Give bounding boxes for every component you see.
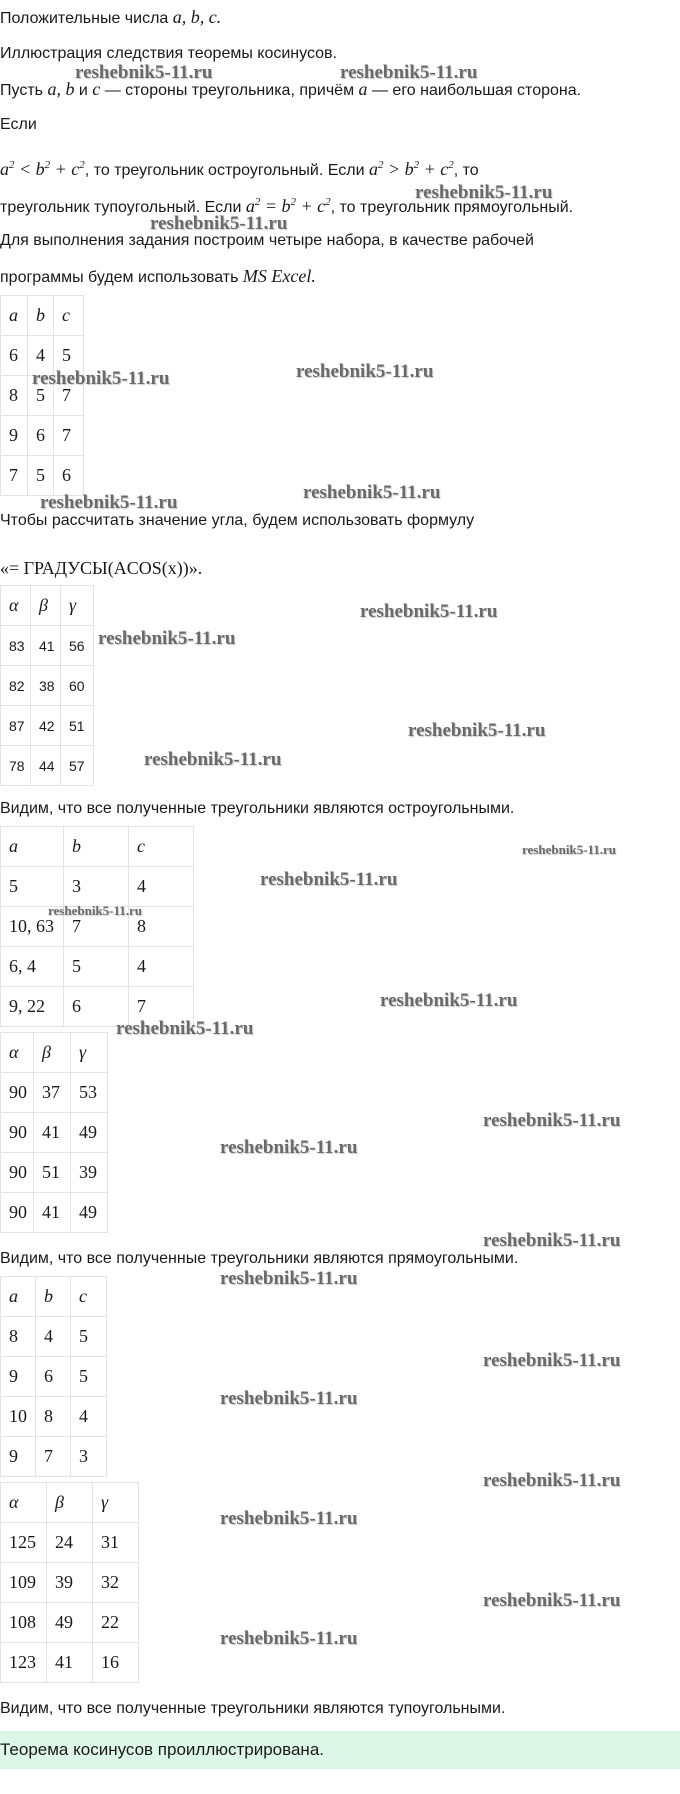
column-header: β	[31, 586, 61, 626]
table-cell: 90	[1, 1113, 34, 1153]
right-condition: $a^2 = b^2 + c^2$	[245, 196, 331, 216]
intro-line-5: $a^2 < b^2 + c^2$, то треугольник остроугольный. Если $a^2 > b^2 + c^2$, то	[0, 159, 479, 179]
column-header: b	[64, 827, 129, 867]
table-cell: 22	[93, 1603, 139, 1643]
table-row	[1, 706, 94, 746]
angles-table-3	[0, 1482, 139, 1683]
table-row	[1, 1523, 139, 1563]
table-header-row	[1, 1033, 108, 1073]
table-row	[1, 416, 84, 456]
intro-line-4: Если	[0, 116, 37, 133]
table-cell: 87	[1, 706, 31, 746]
table-header-row	[1, 827, 194, 867]
watermark: reshebnik5-11.ru	[150, 213, 288, 234]
column-header: c	[129, 827, 194, 867]
final-statement: Теорема косинусов проиллюстрирована.	[0, 1731, 680, 1769]
conclusion-obtuse: Видим, что все полученные треугольники являются тупоугольными.	[0, 1700, 506, 1717]
table-cell: 42	[31, 706, 61, 746]
table-cell: 8	[1, 1317, 36, 1357]
table-cell: 24	[47, 1523, 93, 1563]
table-cell: 49	[71, 1113, 108, 1153]
table-cell: 32	[93, 1563, 139, 1603]
table-cell: 41	[34, 1113, 71, 1153]
table-row	[1, 1603, 139, 1643]
table-cell: 5	[1, 867, 64, 907]
formula-intro: Чтобы рассчитать значение угла, будем использовать формулу	[0, 512, 475, 529]
column-header: c	[54, 296, 84, 336]
watermark: reshebnik5-11.ru	[144, 749, 282, 770]
table-row	[1, 1317, 107, 1357]
column-header: α	[1, 586, 31, 626]
table-cell: 16	[93, 1643, 139, 1683]
table-cell: 6	[54, 456, 84, 496]
table-cell: 108	[1, 1603, 47, 1643]
watermark: reshebnik5-11.ru	[220, 1508, 358, 1529]
table-cell: 7	[54, 376, 84, 416]
watermark: reshebnik5-11.ru	[340, 62, 478, 83]
table-header-row	[1, 296, 84, 336]
conclusion-acute: Видим, что все полученные треугольники являются остроугольными.	[0, 800, 515, 817]
column-header: β	[34, 1033, 71, 1073]
watermark: reshebnik5-11.ru	[522, 842, 617, 857]
table-cell: 123	[1, 1643, 47, 1683]
column-header: a	[1, 296, 28, 336]
intro-line-6: треугольник тупоугольный. Если $a^2 = b^2 + c^2$, то треугольник прямоугольный.	[0, 196, 574, 216]
table-cell: 8	[36, 1397, 71, 1437]
sides-table-2	[0, 826, 194, 1027]
table-cell: 125	[1, 1523, 47, 1563]
intro-line-3: Пусть a, b и c — стороны треугольника, причём a — его наибольшая сторона.	[0, 79, 582, 99]
table-cell: 39	[47, 1563, 93, 1603]
table-cell: 8	[129, 907, 194, 947]
column-header: a	[1, 827, 64, 867]
table-cell: 9, 22	[1, 987, 64, 1027]
table-row	[1, 666, 94, 706]
column-header: α	[1, 1483, 47, 1523]
watermark: reshebnik5-11.ru	[40, 492, 178, 513]
table-cell: 6	[36, 1357, 71, 1397]
table-cell: 49	[71, 1193, 108, 1233]
column-header: β	[47, 1483, 93, 1523]
table-cell: 44	[31, 746, 61, 786]
table-row	[1, 456, 84, 496]
table-cell: 7	[64, 907, 129, 947]
table-row	[1, 867, 194, 907]
table-cell: 4	[71, 1397, 107, 1437]
watermark: reshebnik5-11.ru	[483, 1590, 621, 1611]
table-row	[1, 1397, 107, 1437]
column-header: c	[71, 1277, 107, 1317]
watermark: reshebnik5-11.ru	[415, 182, 553, 203]
table-cell: 10	[1, 1397, 36, 1437]
table-row	[1, 1643, 139, 1683]
table-row	[1, 947, 194, 987]
table-row	[1, 746, 94, 786]
table-cell: 6	[1, 336, 28, 376]
table-cell: 6	[64, 987, 129, 1027]
table-cell: 53	[71, 1073, 108, 1113]
watermark: reshebnik5-11.ru	[483, 1350, 621, 1371]
table-cell: 41	[47, 1643, 93, 1683]
table-cell: 5	[71, 1357, 107, 1397]
conclusion-right: Видим, что все полученные треугольники являются прямоугольными.	[0, 1250, 519, 1267]
table-cell: 41	[34, 1193, 71, 1233]
table-row	[1, 626, 94, 666]
formula: «= ГРАДУСЫ(ACOS(x))».	[0, 558, 203, 578]
table-cell: 39	[71, 1153, 108, 1193]
table-cell: 51	[34, 1153, 71, 1193]
table-cell: 78	[1, 746, 31, 786]
table-cell: 9	[1, 416, 28, 456]
watermark: reshebnik5-11.ru	[296, 361, 434, 382]
table-cell: 8	[1, 376, 28, 416]
table-cell: 5	[54, 336, 84, 376]
table-cell: 109	[1, 1563, 47, 1603]
table-header-row	[1, 1483, 139, 1523]
table-cell: 56	[61, 626, 94, 666]
table-cell: 9	[1, 1357, 36, 1397]
watermark: reshebnik5-11.ru	[380, 990, 518, 1011]
sides-table-1	[0, 295, 84, 496]
table-cell: 37	[34, 1073, 71, 1113]
intro-line-1: Положительные числа a, b, c.	[0, 7, 222, 27]
table-cell: 5	[64, 947, 129, 987]
watermark: reshebnik5-11.ru	[408, 720, 546, 741]
column-header: γ	[61, 586, 94, 626]
table-row	[1, 1193, 108, 1233]
watermark: reshebnik5-11.ru	[260, 869, 398, 890]
watermark: reshebnik5-11.ru	[303, 482, 441, 503]
table-cell: 90	[1, 1193, 34, 1233]
table-cell: 51	[61, 706, 94, 746]
table-cell: 4	[36, 1317, 71, 1357]
table-cell: 3	[71, 1437, 107, 1477]
table-row	[1, 1153, 108, 1193]
watermark: reshebnik5-11.ru	[75, 62, 213, 83]
intro-line-7: Для выполнения задания построим четыре набора, в качестве рабочей	[0, 232, 534, 249]
table-cell: 7	[54, 416, 84, 456]
table-cell: 4	[129, 947, 194, 987]
column-header: b	[28, 296, 54, 336]
table-cell: 90	[1, 1153, 34, 1193]
table-cell: 7	[36, 1437, 71, 1477]
table-cell: 7	[1, 456, 28, 496]
table-header-row	[1, 1277, 107, 1317]
table-cell: 6	[28, 416, 54, 456]
watermark: reshebnik5-11.ru	[483, 1230, 621, 1251]
table-row	[1, 1113, 108, 1153]
table-cell: 5	[28, 456, 54, 496]
intro-line-8: программы будем использовать MS Excel.	[0, 266, 316, 286]
table-row	[1, 1073, 108, 1113]
table-cell: 38	[31, 666, 61, 706]
watermark: reshebnik5-11.ru	[220, 1137, 358, 1158]
table-cell: 90	[1, 1073, 34, 1113]
watermark: reshebnik5-11.ru	[483, 1110, 621, 1131]
watermark: reshebnik5-11.ru	[98, 628, 236, 649]
table-cell: 10, 63	[1, 907, 64, 947]
sides-table-3	[0, 1276, 107, 1477]
watermark: reshebnik5-11.ru	[483, 1470, 621, 1491]
intro-line-2: Иллюстрация следствия теоремы косинусов.	[0, 45, 337, 62]
column-header: γ	[71, 1033, 108, 1073]
table-row	[1, 1437, 107, 1477]
table-cell: 3	[64, 867, 129, 907]
table-cell: 5	[71, 1317, 107, 1357]
acute-condition: $a^2 < b^2 + c^2$	[0, 159, 85, 179]
table-cell: 49	[47, 1603, 93, 1643]
table-cell: 57	[61, 746, 94, 786]
watermark: reshebnik5-11.ru	[220, 1628, 358, 1649]
watermark: reshebnik5-11.ru	[48, 903, 143, 918]
table-cell: 31	[93, 1523, 139, 1563]
angles-table-1	[0, 585, 94, 786]
table-row	[1, 1563, 139, 1603]
table-cell: 6, 4	[1, 947, 64, 987]
table-cell: 9	[1, 1437, 36, 1477]
watermark: reshebnik5-11.ru	[116, 1018, 254, 1039]
table-row	[1, 1357, 107, 1397]
angles-table-2	[0, 1032, 108, 1233]
table-cell: 4	[28, 336, 54, 376]
table-cell: 82	[1, 666, 31, 706]
table-cell: 7	[129, 987, 194, 1027]
column-header: α	[1, 1033, 34, 1073]
table-header-row	[1, 586, 94, 626]
column-header: b	[36, 1277, 71, 1317]
table-cell: 41	[31, 626, 61, 666]
table-cell: 60	[61, 666, 94, 706]
table-cell: 5	[28, 376, 54, 416]
table-cell: 4	[129, 867, 194, 907]
watermark: reshebnik5-11.ru	[32, 368, 170, 389]
watermark: reshebnik5-11.ru	[360, 601, 498, 622]
column-header: a	[1, 1277, 36, 1317]
watermark: reshebnik5-11.ru	[220, 1388, 358, 1409]
obtuse-condition: $a^2 > b^2 + c^2$	[368, 159, 454, 179]
column-header: γ	[93, 1483, 139, 1523]
table-cell: 83	[1, 626, 31, 666]
watermark: reshebnik5-11.ru	[220, 1268, 358, 1289]
